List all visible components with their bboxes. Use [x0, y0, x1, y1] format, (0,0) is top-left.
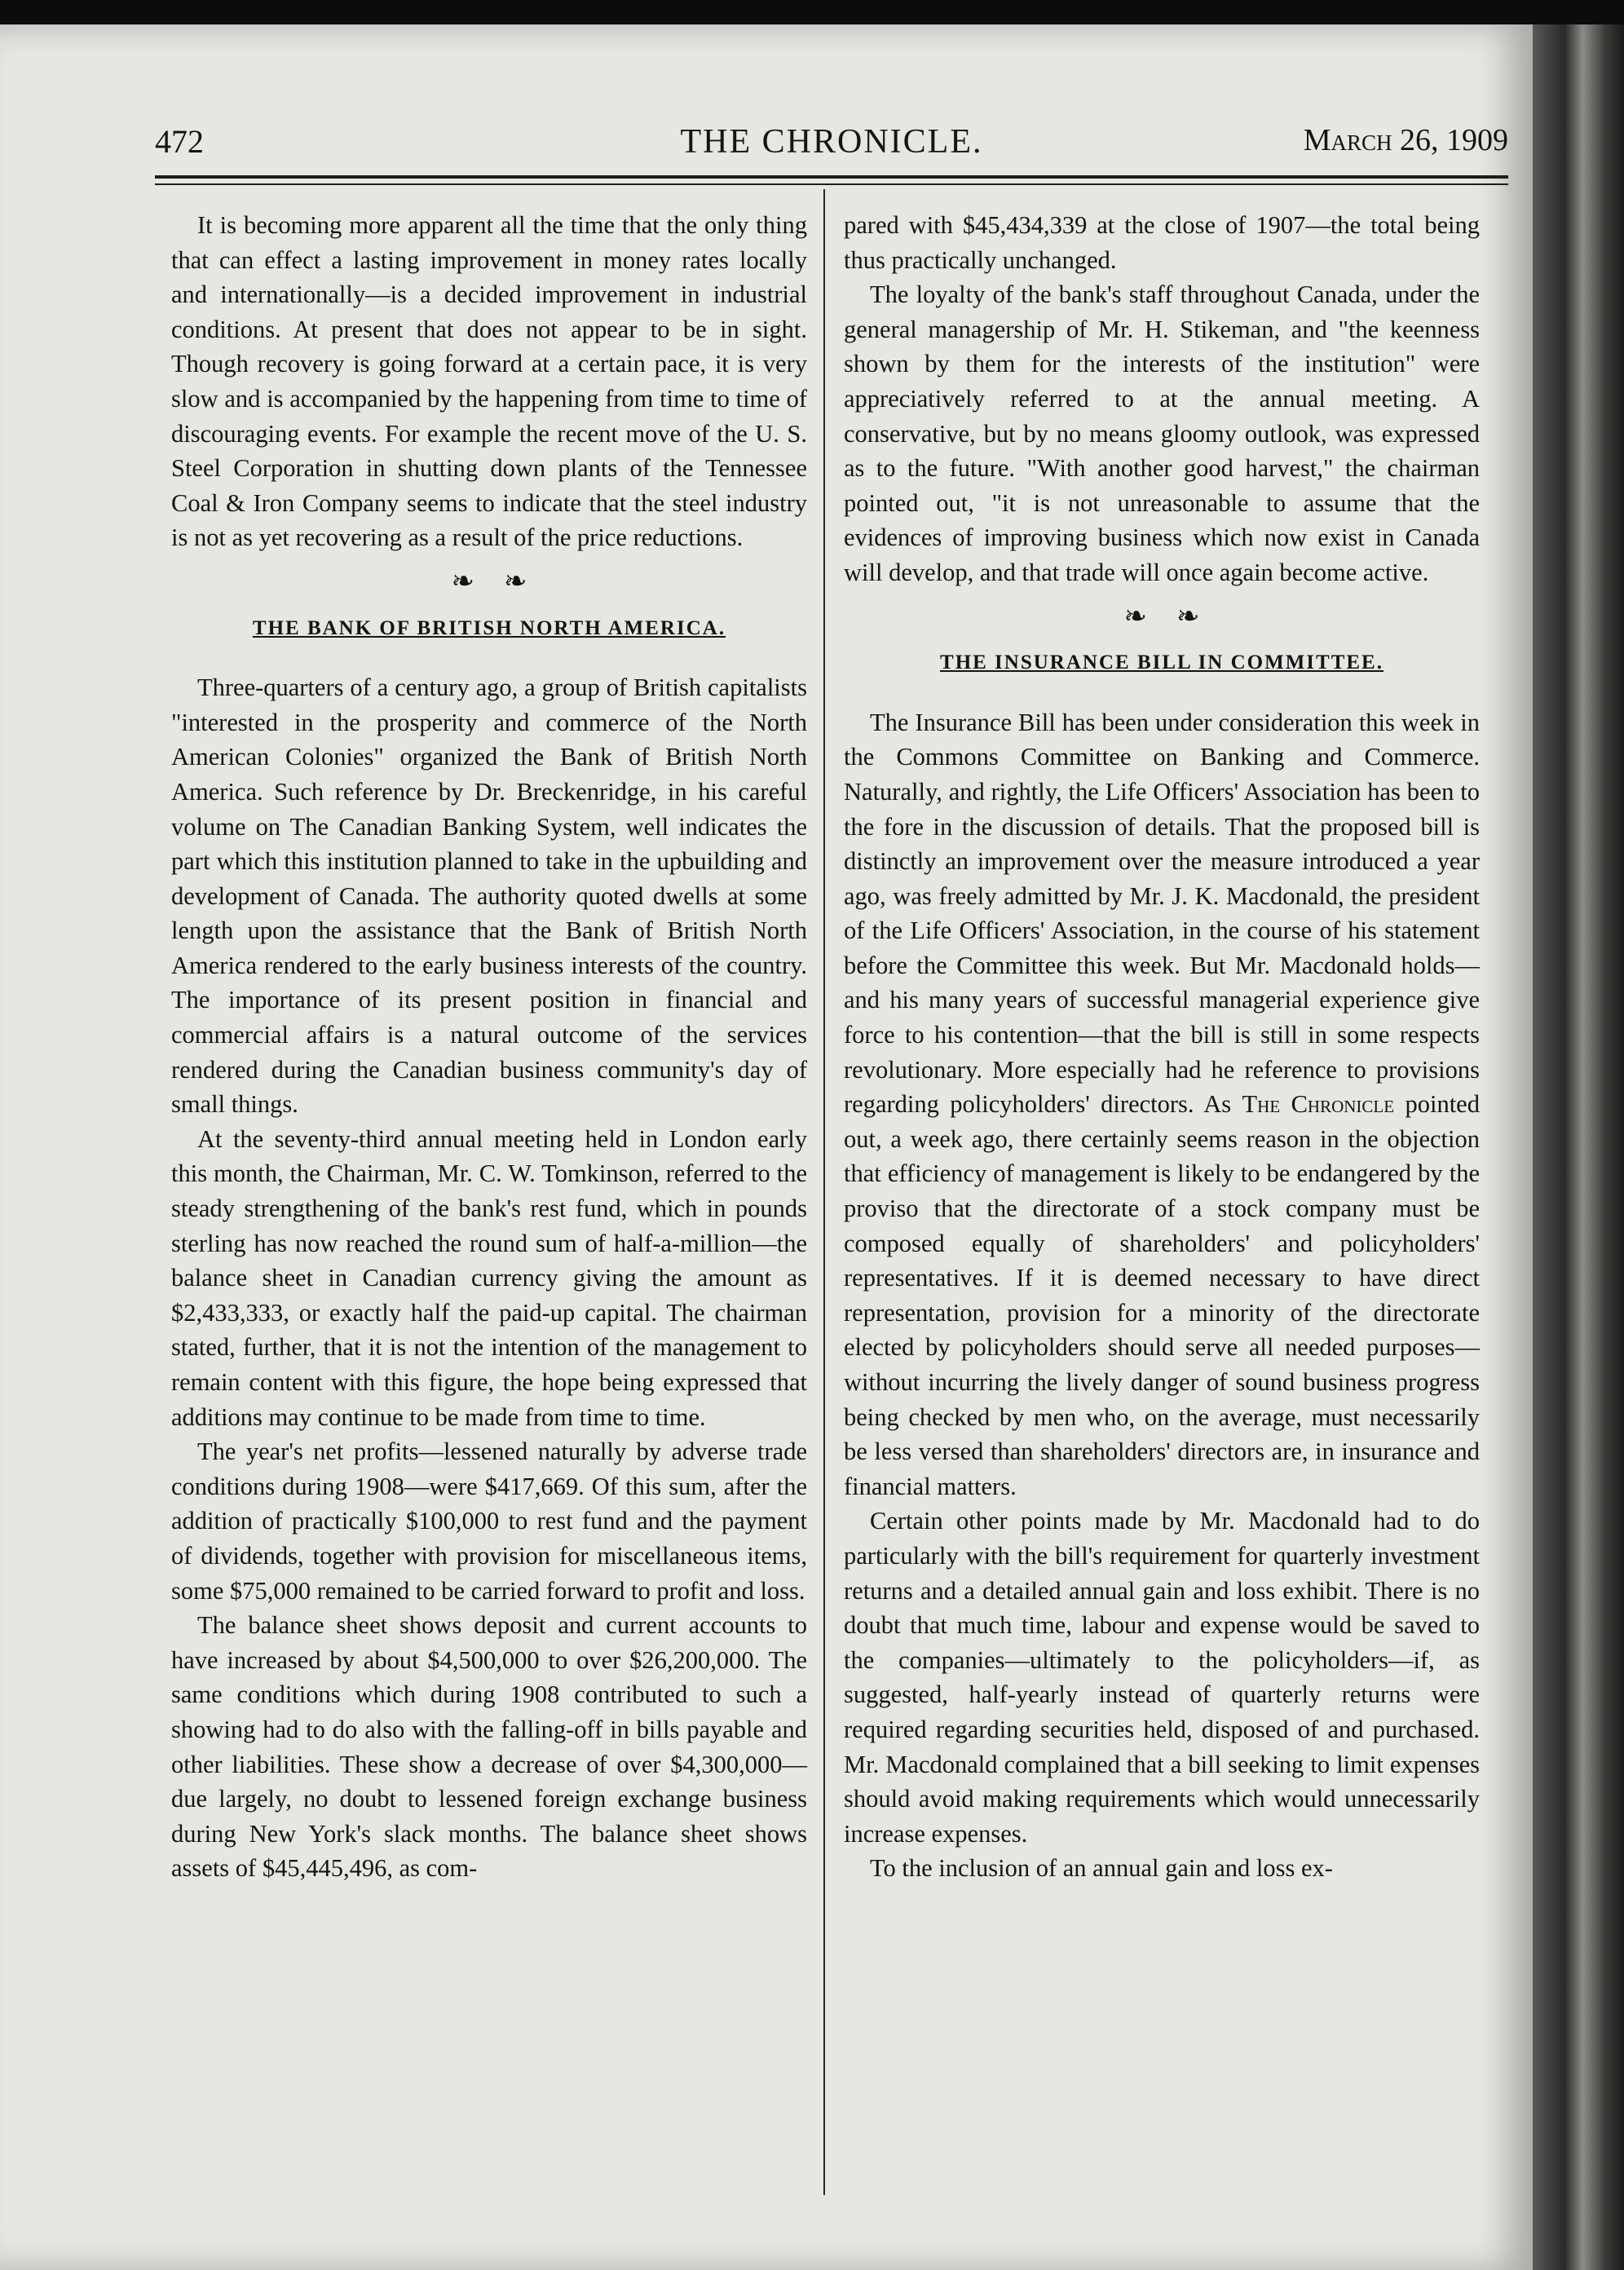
- article-paragraph: The year's net profits—lessened naturally by adverse trade conditions during 1908—were $417,669. Of this sum, after the addition of practically $100,000 to rest fund and the payment of dividends, together with provision for miscellaneous items, some $75,000 remained to be carried forward to profit and loss.: [171, 1438, 807, 1605]
- article-paragraph: The balance sheet shows deposit and current accounts to have increased by about $4,500,000 to over $26,200,000. The same conditions which during 1908 contributed to such a showing had to do also with the falling-off in bills payable and other liabilities. These show a decrease of over $4,300,000—due largely, no doubt to lessened foreign exchange business during New York's slack months. The balance sheet shows assets of $45,445,496, as com-: [171, 1611, 807, 1883]
- right-column: [844, 208, 1480, 1886]
- paragraph-text: pointed out, a week ago, there certainly seems reason in the objection that efficiency of management is likely to be endangered by the proviso that the directorate of a stock company must be composed equally of shareholders' and policyholders' representatives. If it is deemed necessary to have direct representation, provision for a minority of the directorate elected by policyholders should serve all needed purposes—without incurring the lively danger of sound business progress being checked by men who, on the average, must necessarily be less versed than shareholders' directors are, in insurance and financial matters.: [844, 1090, 1480, 1500]
- column-divider: [823, 189, 825, 2195]
- article-paragraph: To the inclusion of an annual gain and loss ex-: [870, 1854, 1333, 1883]
- page-number: 472: [155, 123, 204, 160]
- section-heading-bank-text: THE BANK OF BRITISH NORTH AMERICA.: [252, 616, 726, 639]
- section-heading-bank: [171, 612, 807, 647]
- paragraph-text: The Insurance Bill has been under consideration this week in the Commons Committee on Banking and Commerce. Naturally, and rightly, the Life Officers' Association has been to the fore in the discussion of details. That the proposed bill is distinctly an improvement over the measure introduced a year ago, was freely admitted by Mr. J. K. Macdonald, the president of the Life Officers' Association, in the course of his statement before the Committee this week. But Mr. Macdonald holds—and his many years of successful managerial experience give force to his contention—that the bill is still in some respects revolutionary. More especially had he reference to provisions regarding policyholders' directors. As: [844, 708, 1480, 1119]
- article-paragraph: Certain other points made by Mr. Macdonald had to do particularly with the bill's requirement for quarterly investment returns and a detailed annual gain and loss exhibit. There is no doubt that much time, labour and expense would be saved to the companies—ultimately to the policyholders—if, as suggested, half-yearly instead of quarterly returns were required regarding securities held, disposed of and purchased. Mr. Macdonald complained that a bill seeking to limit expenses should avoid making requirements which would unnecessarily increase expenses.: [844, 1507, 1480, 1848]
- header-rule-thick: [155, 175, 1508, 179]
- article-paragraph: At the seventy-third annual meeting held in London early this month, the Chairman, Mr. C. W. Tomkinson, referred to the steady strengthening of the bank's rest fund, which in pounds sterling has now reached the round sum of half-a-million—the balance sheet in Canadian currency giving the amount as $2,433,333, or exactly half the paid-up capital. The chairman stated, further, that it is not the intention of the management to remain content with this figure, the hope being expressed that additions may continue to be made from time to time.: [171, 1124, 807, 1431]
- page-header: [155, 122, 1508, 171]
- journal-title: THE CHRONICLE.: [680, 123, 983, 161]
- article-paragraph: [844, 705, 1480, 1504]
- header-rule-thin: [155, 183, 1508, 185]
- continuation-paragraph: pared with $45,434,339 at the close of 1907—the total being thus practically unchanged.: [844, 211, 1480, 274]
- ornament-leaf-icon: ❧❧: [1123, 601, 1229, 632]
- ornament-leaf-icon: ❧❧: [451, 566, 557, 597]
- left-column: [171, 208, 807, 1886]
- article-paragraph: The loyalty of the bank's staff throughout Canada, under the general managership of Mr. H. Stikeman, and "the keenness shown by them for the interests of the institution" were appreciatively referred to at the annual meeting. A conservative, but by no means gloomy outlook, was expressed as to the future. "With another good harvest," the chairman pointed out, "it is not unreasonable to assume that the evidences of improving business which now exist in Canada will develop, and that trade will once again become active.: [844, 280, 1480, 586]
- intro-paragraph: It is becoming more apparent all the time that the only thing that can effect a lasting improvement in money rates locally and internationally—is a decided improvement in industrial conditions. At present that does not appear to be in sight. Though recovery is going forward at a certain pace, it is very slow and is accompanied by the happening from time to time of discouraging events. For example the recent move of the U. S. Steel Corporation in shutting down plants of the Tennessee Coal & Iron Company seems to indicate that the steel industry is not as yet recovering as a result of the price reductions.: [171, 211, 807, 552]
- journal-name-inline: The Chronicle: [1242, 1090, 1395, 1119]
- article-paragraph: Three-quarters of a century ago, a group of British capitalists "interested in the prosperity and commerce of the North American Colonies" organized the Bank of British North America. Such reference by Dr. Breckenridge, in his careful volume on The Canadian Banking System, well indicates the part which this institution planned to take in the upbuilding and development of Canada. The authority quoted dwells at some length upon the assistance that the Bank of British North America rendered to the early business interests of the country. The importance of its present position in financial and commercial affairs is a natural outcome of the services rendered during the Canadian business community's day of small things.: [171, 673, 807, 1119]
- section-heading-insurance: [844, 646, 1480, 681]
- section-heading-insurance-text: THE INSURANCE BILL IN COMMITTEE.: [940, 651, 1383, 674]
- issue-date: March 26, 1909: [1303, 123, 1508, 157]
- book-spine-shadow: [1533, 24, 1624, 2270]
